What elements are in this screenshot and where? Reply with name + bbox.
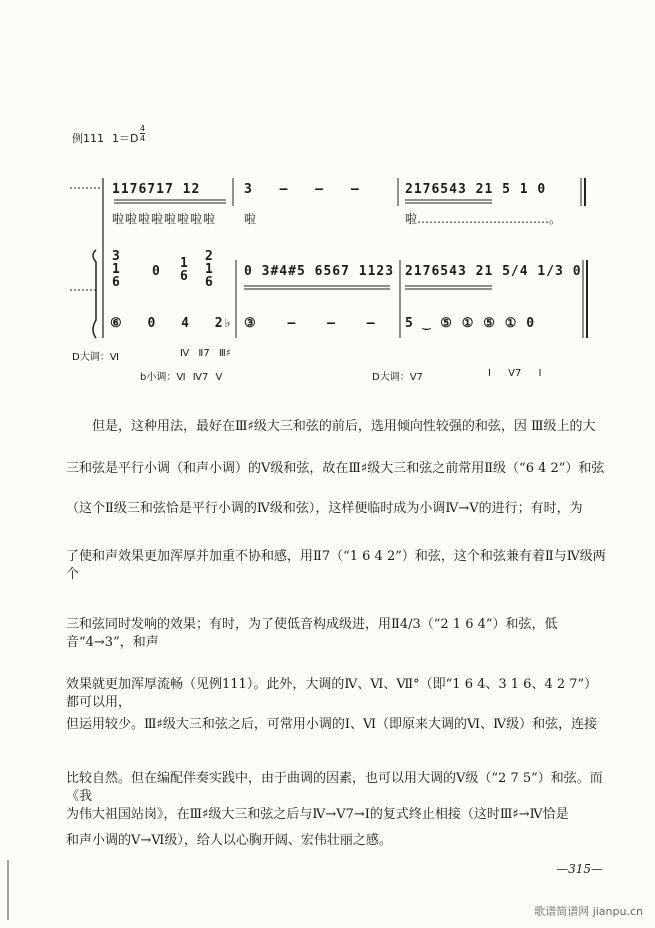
bass-measure1: ⑥ 0 4 2♭ [110,316,233,331]
meter-top: 4 [140,124,146,133]
page-number: —315— [556,862,603,876]
staff1-measure1: 1176717 12 [112,182,201,197]
key-signature: 1＝D [112,132,139,145]
chord-stack-1: 3 1 6 [112,249,121,290]
bass-measure2: ③ — — — [244,316,376,331]
staff2-measure3: 2176543 21 5/4 1/3 0 [405,264,582,279]
paragraph-line-7: 但运用较少。Ⅲ♯级大三和弦之后，可常用小调的Ⅰ、Ⅵ（即原来大调的Ⅵ、Ⅳ级）和弦，连接 [66,717,598,732]
paragraph-line-2: 三和弦是平行小调（和声小调）的Ⅴ级和弦，故在Ⅲ♯级大三和弦之前常用Ⅱ级（“6 4 2”）和弦 [66,461,605,476]
watermark: 歌谱简谱网 jianpu.cn [534,905,643,918]
staff2-measure2: 0 3#4#5 6567 1123 [244,264,395,279]
chord-stack-3: 2 1 6 [205,249,214,290]
chord-stack-2: 1 6 [180,256,189,284]
paragraph-line-6: 效果就更加浑厚流畅（见例111）。此外，大调的Ⅳ、Ⅵ、Ⅶ°（即“1 6 4、3 1 6、4 2 7”）都可以用， [66,677,598,710]
lyric-2: 啦 [244,212,257,226]
paragraph-line-10: 和声小调的Ⅴ→Ⅵ级），给人以心胸开阔、宏伟壮丽之感。 [66,833,392,848]
paragraph-line-1: 但是，这种用法，最好在Ⅲ♯级大三和弦的前后，选用倾向性较强的和弦，因 Ⅲ级上的大 [92,419,596,434]
analysis-b-minor: b小调：Ⅵ Ⅳ7 Ⅴ [140,372,223,383]
bass-measure3: 5 ‿ ⑤ ① ⑤ ① 0 [405,316,536,331]
paragraph-line-4: 了使和声效果更加浑厚并加重不协和感，用Ⅱ7（“1 6 4 2”）和弦，这个和弦兼有着Ⅱ与Ⅳ级两个 [66,549,606,582]
analysis-d-major-b: Ⅳ Ⅱ7 Ⅲ♯ [180,348,231,359]
example-label: 例111 [72,132,104,145]
analysis-d-major: D大调：Ⅵ [72,352,119,363]
staff1-measure3: 2176543 21 5 1 0 [405,182,547,197]
paragraph-line-3: （这个Ⅱ级三和弦恰是平行小调的Ⅳ级和弦），这样便临时成为小调Ⅳ→Ⅴ的进行；有时，为 [66,501,583,516]
chord-rest: 0 [152,264,161,279]
meter-bottom: 4 [140,134,146,143]
paragraph-line-9: 为伟大祖国站岗》，在Ⅲ♯级大三和弦之后与Ⅳ→Ⅴ7→Ⅰ的复式终止相接（这时Ⅲ♯→Ⅳ恰是 [66,807,569,822]
lyric-1: 啦啦啦啦啦啦啦啦 [112,212,217,226]
paragraph-line-5: 三和弦同时发响的效果；有时，为了使低音构成级进，用Ⅱ4/3（“2 1 6 4”）和弦，低音“4→3”，和声 [66,617,558,650]
time-signature [140,124,145,143]
analysis-d-major-end: D大调：Ⅴ7 [372,372,423,383]
lyric-3: 啦……………………………。 [405,212,562,226]
staff1-measure2: 3 — — — [244,182,360,197]
paragraph-line-8: 比较自然。但在编配伴奏实践中，由于曲调的因素，也可以用大调的Ⅴ级（“2 7 5”）和弦。而《我 [66,771,603,804]
analysis-end-chords: Ⅰ Ⅴ7 Ⅰ [488,368,542,379]
